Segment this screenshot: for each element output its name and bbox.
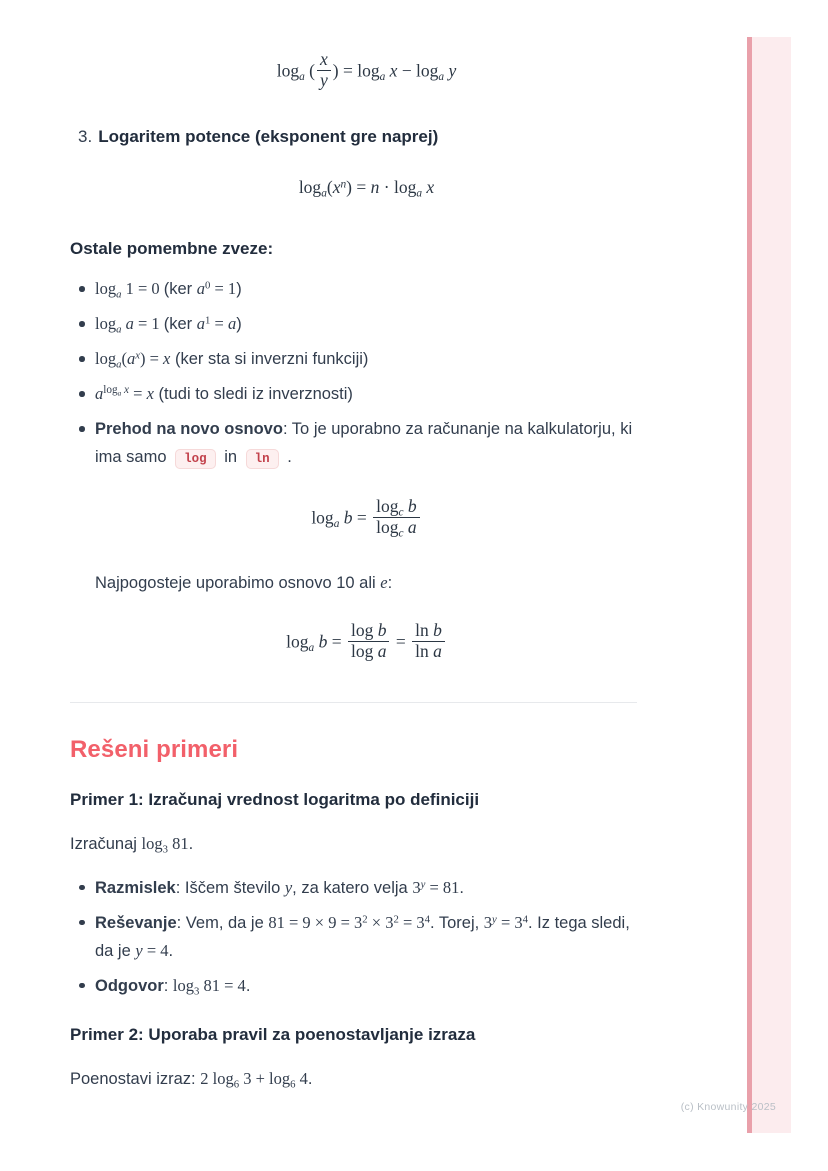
page-content [70, 0, 637, 1093]
rule-3-title: Logaritem potence (eksponent gre naprej) [98, 127, 439, 147]
list-item: Odgovor: $\log_3 81 = 4$. [70, 972, 637, 1000]
primer1-heading: Primer 1: Izračunaj vrednost logaritma po definiciji [70, 789, 480, 809]
formula-log-quotient: $\log_a$ ( $\frac{x}{y}$ ) = $\log_a x - \log_a y$ [276, 49, 457, 90]
rules-list [70, 275, 637, 473]
right-accent-bar [747, 37, 791, 1133]
other-rules-heading: Ostale pomembne zveze: [70, 239, 274, 259]
copyright-watermark: (c) Knowunity 2025 [680, 1101, 776, 1113]
formula-base-change-10: $\log_a b$ = $\frac{\text{log b}}{\text{log a}}$ = $\frac{\text{ln b}}{\text{ln a}}$ [70, 621, 637, 661]
list-item: $\log_a 1 = 0$ (ker $a^0 = 1$) [70, 275, 637, 303]
list-item: Prehod na novo osnovo: To je uporabno za računanje na kalkulatorju, ki ima samo log in ln . [70, 415, 637, 473]
list-item: Razmislek: Iščem število y, za katero velja $3^y = 81$. [70, 874, 637, 902]
list-item: $\log_a a = 1$ (ker $a^1 = a$) [70, 310, 637, 338]
list-item: $\log_a(a^x) = x$ (ker sta si inverzni funkciji) [70, 345, 637, 373]
formula-base-change: $\log_a b$ = $\frac{\log_c b}{\log_c a}$ [70, 497, 637, 537]
note-line: Najpogosteje uporabimo osnovo 10 ali e: [95, 573, 393, 593]
primer2-intro: Poenostavi izraz: 2 $\log_6 3 + \log_6 4$. [70, 1068, 313, 1090]
list-item: $a^{log_a x} = x$ (tudi to sledi iz inverznosti) [70, 380, 637, 408]
right-accent-line [747, 37, 752, 1133]
section-divider [70, 702, 637, 703]
rule-3-heading [70, 126, 637, 147]
section-heading: Rešeni primeri [70, 735, 239, 763]
list-item: Reševanje: Vem, da je $81 = 9 \times 9 = 3^2 \times 3^2 = 3^4$. Torej, $3^y = 3^4$. Iz tega sledi, da je y = 4. [70, 909, 637, 965]
primer2-heading: Primer 2: Uporaba pravil za poenostavljanje izraza [70, 1024, 476, 1044]
primer1-steps [70, 874, 637, 1000]
primer1-intro: Izračunaj $\log_3 81$. [70, 833, 194, 855]
formula-log-power: $\log_a(x^n) = n \cdot \log_a x$ [298, 177, 435, 200]
rule-3-number: 3. [78, 127, 93, 147]
